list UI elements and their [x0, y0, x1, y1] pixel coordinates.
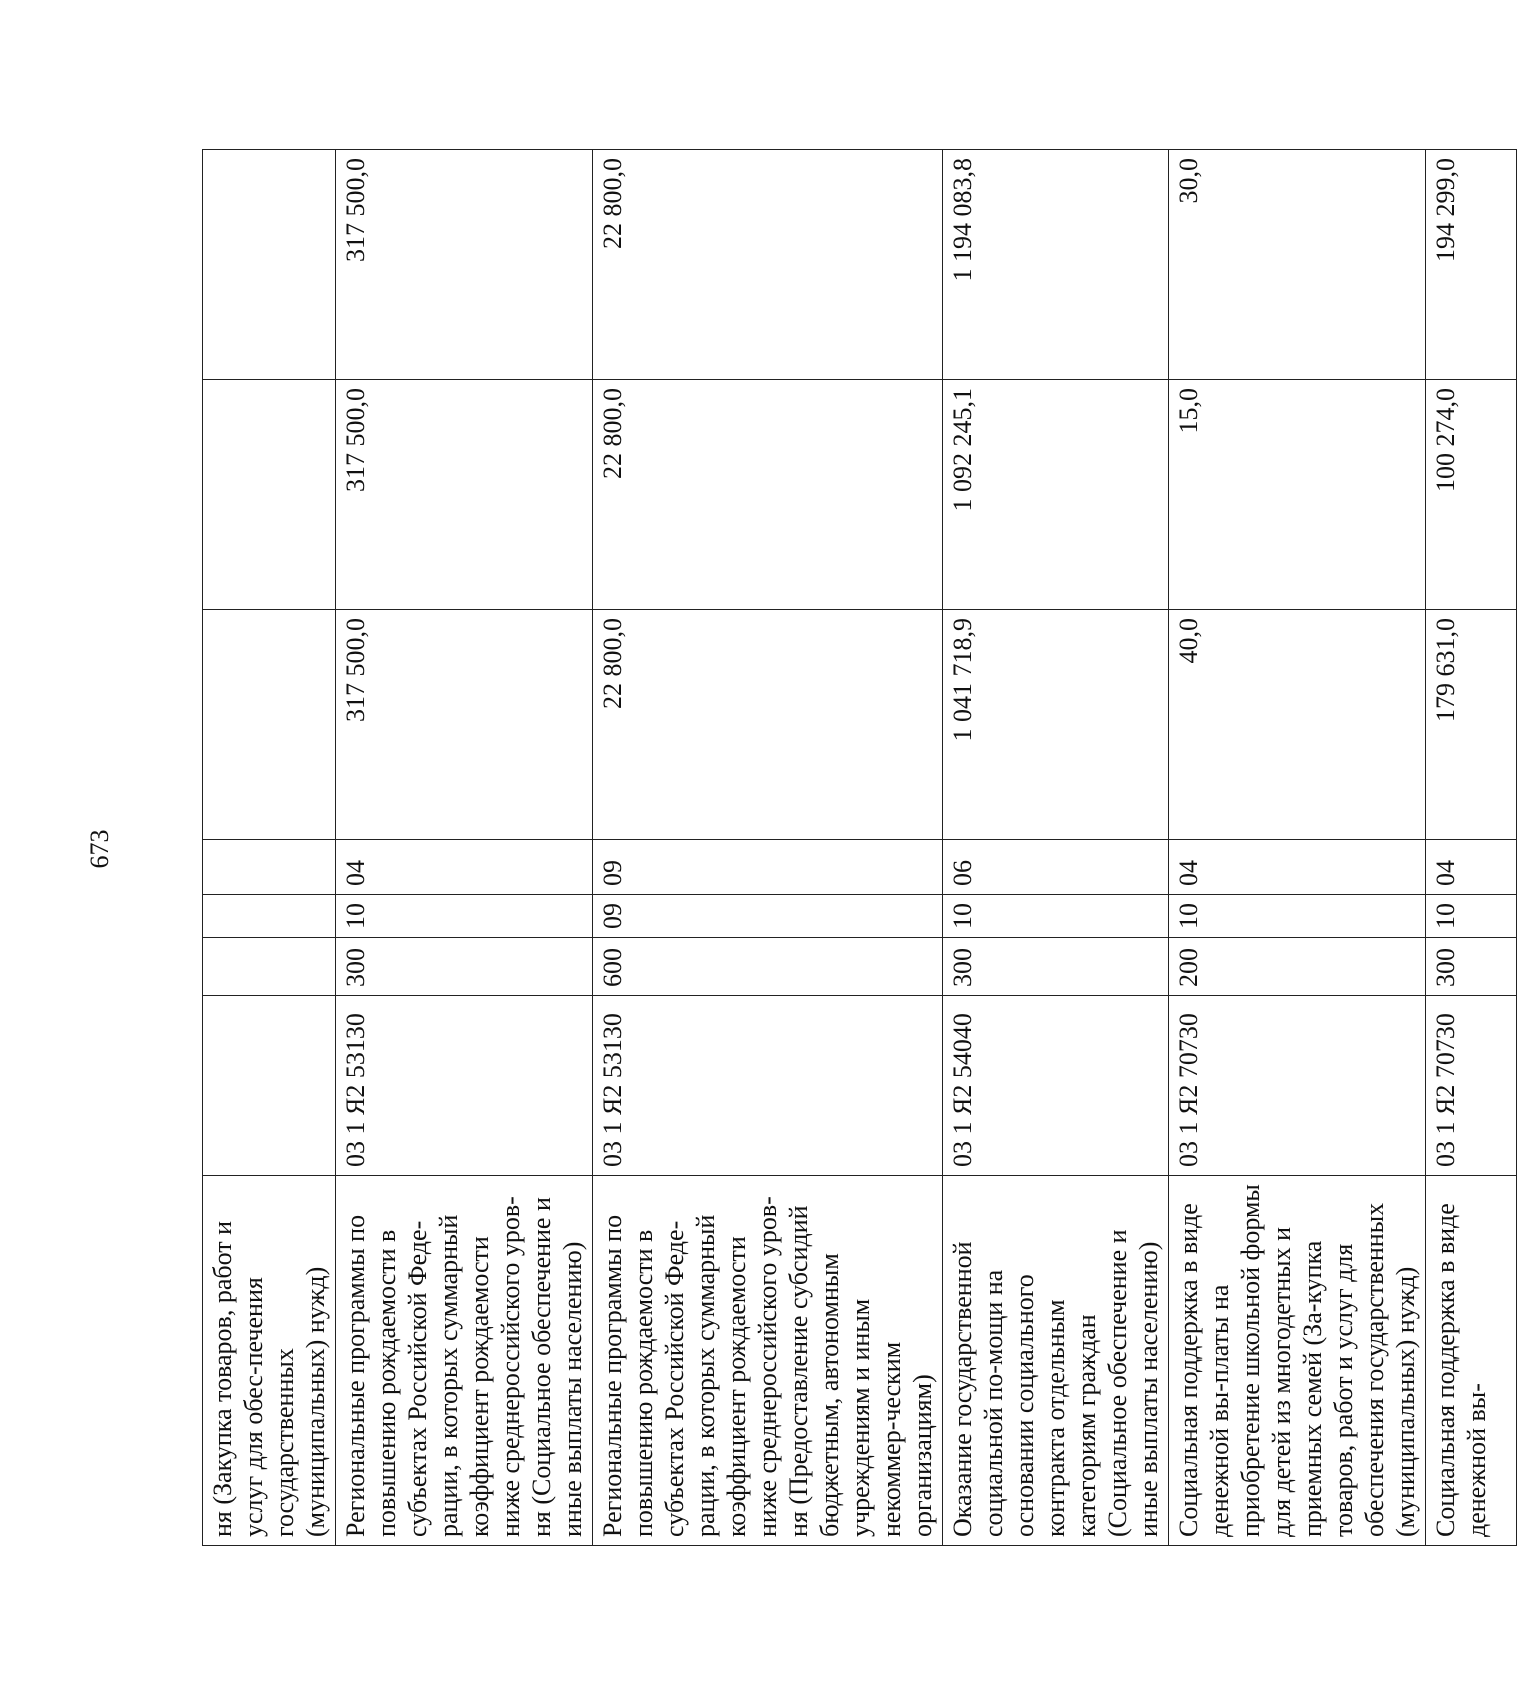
amount-year1-cell: 179 631,0: [1426, 610, 1517, 840]
section-cell: 10: [336, 895, 593, 938]
subsection-cell: 04: [1426, 840, 1517, 895]
subsection-cell: 09: [593, 840, 943, 895]
section-cell: 10: [1169, 895, 1426, 938]
section-cell: [203, 895, 336, 938]
section-cell: 09: [593, 895, 943, 938]
amount-year3-cell: 30,0: [1169, 150, 1426, 380]
amount-year1-cell: [203, 610, 336, 840]
amount-year3-cell: 317 500,0: [336, 150, 593, 380]
amount-year1-cell: 22 800,0: [593, 610, 943, 840]
amount-year1-cell: 1 041 718,9: [943, 610, 1169, 840]
expense-type-cell: 600: [593, 938, 943, 996]
table-row: [1426, 150, 1517, 1546]
page-number: 673: [85, 829, 114, 869]
row-name-cell: Социальная поддержка в виде денежной вы-платы на приобретение школьной формы для детей из многодетных и приемных семей (За-купка товаров, работ и услуг для обеспечения государственных (муниципальных) нужд): [1169, 1176, 1426, 1546]
subsection-cell: 04: [336, 840, 593, 895]
amount-year2-cell: 15,0: [1169, 380, 1426, 610]
amount-year1-cell: 317 500,0: [336, 610, 593, 840]
target-code-cell: 03 1 Я2 70730: [1169, 996, 1426, 1176]
target-code-cell: 03 1 Я2 54040: [943, 996, 1169, 1176]
amount-year3-cell: 194 299,0: [1426, 150, 1517, 380]
table-row: [593, 150, 943, 1546]
amount-year2-cell: [203, 380, 336, 610]
section-cell: 10: [943, 895, 1169, 938]
subsection-cell: 06: [943, 840, 1169, 895]
row-name-cell: Региональные программы по повышению рождаемости в субъектах Российской Феде-рации, в которых суммарный коэффициент рождаемости ниже среднероссийского уров-ня (Социальное обеспечение и иные выплаты населению): [336, 1176, 593, 1546]
amount-year3-cell: 1 194 083,8: [943, 150, 1169, 380]
expense-type-cell: 300: [336, 938, 593, 996]
row-name-cell: ня (Закупка товаров, работ и услуг для обес-печения государственных (муниципальных) нужд): [203, 1176, 336, 1546]
rotated-table-wrapper: [202, 150, 1491, 1546]
target-code-cell: 03 1 Я2 53130: [593, 996, 943, 1176]
target-code-cell: [203, 996, 336, 1176]
amount-year1-cell: 40,0: [1169, 610, 1426, 840]
budget-table: [202, 149, 1517, 1546]
amount-year2-cell: 1 092 245,1: [943, 380, 1169, 610]
target-code-cell: 03 1 Я2 53130: [336, 996, 593, 1176]
expense-type-cell: 200: [1169, 938, 1426, 996]
row-name-cell: Региональные программы по повышению рождаемости в субъектах Российской Феде-рации, в которых суммарный коэффициент рождаемости ниже среднероссийского уров-ня (Предоставление субсидий бюджетным, автономным учреждениям и иным некоммер-ческим организациям): [593, 1176, 943, 1546]
target-code-cell: 03 1 Я2 70730: [1426, 996, 1517, 1176]
amount-year2-cell: 100 274,0: [1426, 380, 1517, 610]
expense-type-cell: 300: [1426, 938, 1517, 996]
subsection-cell: 04: [1169, 840, 1426, 895]
amount-year2-cell: 317 500,0: [336, 380, 593, 610]
expense-type-cell: [203, 938, 336, 996]
table-row: [336, 150, 593, 1546]
amount-year3-cell: [203, 150, 336, 380]
section-cell: 10: [1426, 895, 1517, 938]
table-row: [943, 150, 1169, 1546]
row-name-cell: Оказание государственной социальной по-мощи на основании социального контракта отдельным категориям граждан (Социальное обеспечение и иные выплаты населению): [943, 1176, 1169, 1546]
amount-year2-cell: 22 800,0: [593, 380, 943, 610]
table-row: [203, 150, 336, 1546]
expense-type-cell: 300: [943, 938, 1169, 996]
table-row: [1169, 150, 1426, 1546]
row-name-cell: Социальная поддержка в виде денежной вы-: [1426, 1176, 1517, 1546]
amount-year3-cell: 22 800,0: [593, 150, 943, 380]
subsection-cell: [203, 840, 336, 895]
